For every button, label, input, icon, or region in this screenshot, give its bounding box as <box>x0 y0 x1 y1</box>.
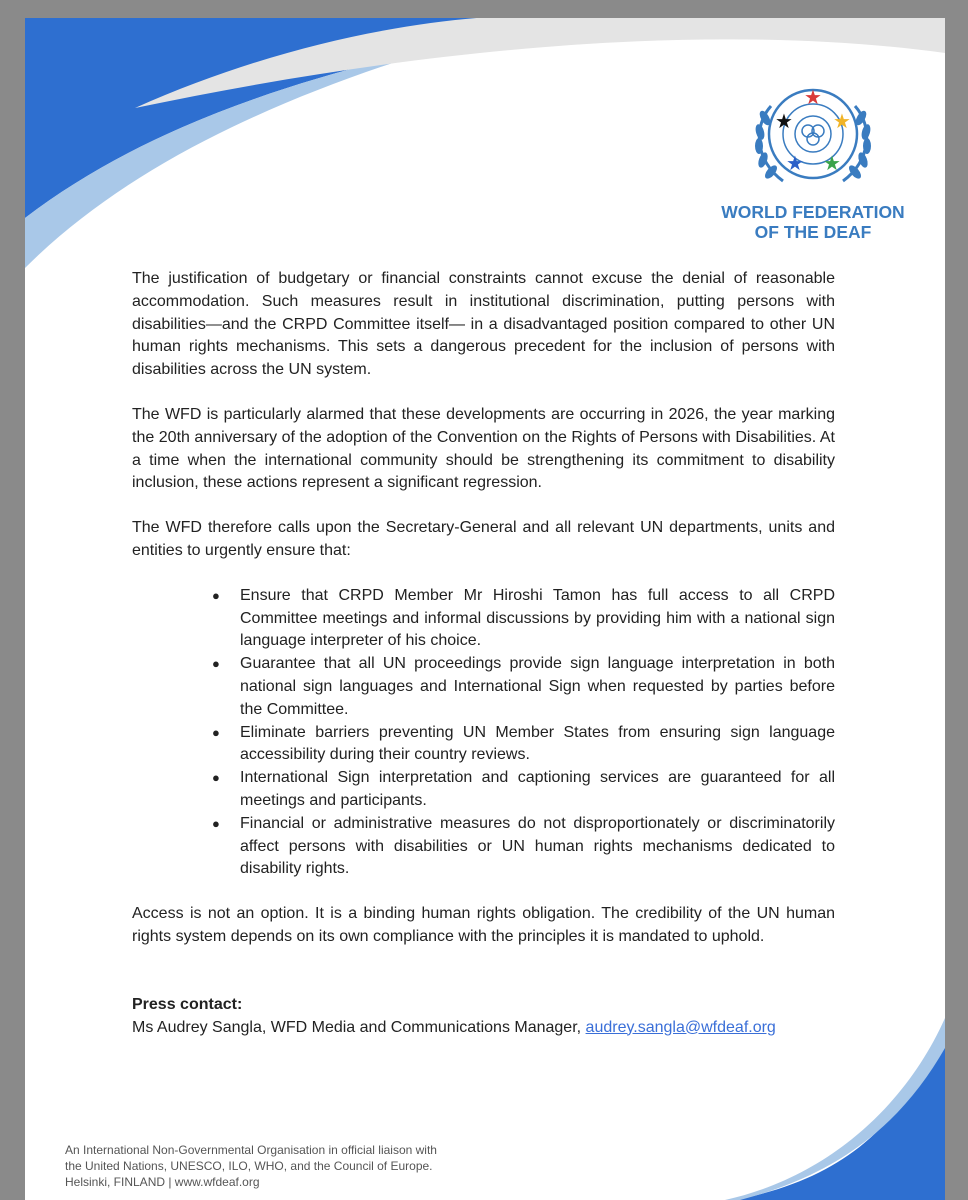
list-item-text: Ensure that CRPD Member Mr Hiroshi Tamon has full access to all CRPD Committee meetings and informal discussions by providing him with a national sign language interpreter of his choice. <box>240 586 835 650</box>
press-email-link[interactable]: audrey.sangla@wfdeaf.org <box>585 1018 776 1036</box>
press-contact <box>132 994 835 1040</box>
list-item-text: Guarantee that all UN proceedings provide sign language interpretation in both national sign languages and International Sign when requested by parties before the Committee. <box>240 655 835 718</box>
footer-line-3: Helsinki, FINLAND | www.wfdeaf.org <box>65 1175 260 1189</box>
press-contact-title: Press contact: <box>132 995 243 1013</box>
list-item-text: Eliminate barriers preventing UN Member States from ensuring sign language accessibility during their country reviews. <box>240 723 835 764</box>
list-item-text: Financial or administrative measures do not disproportionately or discriminatorily affect persons with disabilities or UN human rights mechanisms dedicated to disability rights. <box>240 814 835 878</box>
logo-wordmark <box>713 202 913 242</box>
document-page <box>25 18 945 1200</box>
blue-star-icon: ★ <box>786 153 804 175</box>
paragraph-call: The WFD therefore calls upon the Secretary-General and all relevant UN departments, units and entities to urgently ensure that: <box>132 519 835 559</box>
red-star-icon: ★ <box>804 87 822 109</box>
paragraph-closing: Access is not an option. It is a binding human rights obligation. The credibility of the UN human rights system depends on its own compliance with the principles it is mandated to uphold. <box>132 905 835 945</box>
footer-line-2: the United Nations, UNESCO, ILO, WHO, and the Council of Europe. <box>65 1159 433 1173</box>
list-item <box>132 722 835 768</box>
green-star-icon: ★ <box>823 153 841 175</box>
letter-body <box>132 268 835 1039</box>
list-item-text: International Sign interpretation and captioning services are guaranteed for all meetings and participants. <box>240 769 835 809</box>
bullet-icon: ● <box>212 815 220 831</box>
press-contact-line <box>132 1017 835 1040</box>
wfd-emblem-icon <box>743 66 883 198</box>
logo-line-1: WORLD FEDERATION <box>721 202 905 222</box>
list-item <box>132 767 835 813</box>
demands-list <box>132 585 835 881</box>
bullet-icon: ● <box>212 656 220 672</box>
list-item <box>132 653 835 721</box>
list-item <box>132 813 835 881</box>
yellow-star-icon: ★ <box>833 111 851 133</box>
paragraph-anniversary: The WFD is particularly alarmed that these developments are occurring in 2026, the year marking the 20th anniversary of the adoption of the Convention on the Rights of Persons with Disabilities. At a time when the international community should be strengthening its commitment to disability inclusion, these actions represent a significant regression. <box>132 405 835 492</box>
wfd-logo <box>713 66 913 256</box>
list-item <box>132 585 835 653</box>
bullet-icon: ● <box>212 770 220 786</box>
bullet-icon: ● <box>212 724 220 740</box>
logo-line-2: OF THE DEAF <box>754 222 872 242</box>
black-star-icon: ★ <box>775 111 793 133</box>
bullet-icon: ● <box>212 587 220 603</box>
footer-line-1: An International Non-Governmental Organisation in official liaison with <box>65 1143 437 1157</box>
press-contact-text: Ms Audrey Sangla, WFD Media and Communications Manager, <box>132 1018 586 1036</box>
paragraph-budget: The justification of budgetary or financial constraints cannot excuse the denial of reasonable accommodation. Such measures result in institutional discrimination, putting persons with disabilities—and the CRPD Committee itself— in a disadvantaged position compared to other UN human rights mechanisms. This sets a dangerous precedent for the inclusion of persons with disabilities across the UN system. <box>132 270 835 379</box>
footer <box>65 1142 437 1190</box>
